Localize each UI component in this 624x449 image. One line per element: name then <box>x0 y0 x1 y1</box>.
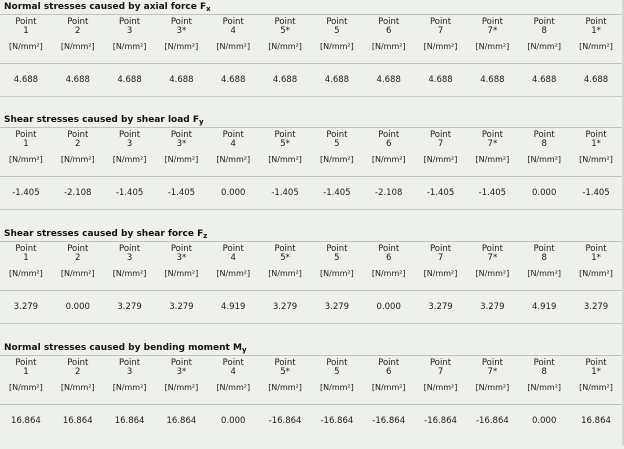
value-cell: -16.864 <box>475 416 509 426</box>
header-cell-point-1: Point 1 [N/mm²] <box>9 358 43 392</box>
value-cell: 0.000 <box>221 188 246 198</box>
header-cell-point-4: Point 4 [N/mm²] <box>216 17 251 51</box>
value-cell: -1.405 <box>478 188 507 198</box>
header-cell-point-8: Point 8 [N/mm²] <box>527 17 562 51</box>
value-cell: 0.000 <box>532 416 557 426</box>
value-cell: 0.000 <box>221 416 246 426</box>
value-cell: 3.279 <box>13 302 39 312</box>
header-cell-point-3star: Point 3* [N/mm²] <box>164 358 199 392</box>
header-cell-point-4: Point 4 [N/mm²] <box>216 130 251 164</box>
header-row <box>0 358 622 402</box>
header-row-box <box>0 14 622 64</box>
header-row <box>0 17 622 61</box>
header-cell-point-3star: Point 3* [N/mm²] <box>164 244 199 278</box>
value-cell: -16.864 <box>320 416 354 426</box>
value-cell: -16.864 <box>424 416 457 426</box>
header-cell-point-2: Point 2 [N/mm²] <box>60 244 95 278</box>
header-cell-point-5star: Point 5* [N/mm²] <box>268 244 302 278</box>
value-cell: 16.864 <box>62 416 93 426</box>
header-cell-point-3star: Point 3* [N/mm²] <box>164 17 199 51</box>
value-cell: 16.864 <box>11 416 41 426</box>
header-cell-point-7star: Point 7* [N/mm²] <box>475 358 510 392</box>
value-cell: 4.688 <box>428 75 453 85</box>
value-cell: -1.405 <box>582 188 610 198</box>
header-cell-point-3star: Point 3* [N/mm²] <box>164 130 199 164</box>
header-cell-point-5: Point 5 [N/mm²] <box>320 130 354 164</box>
value-cell: -1.405 <box>12 188 40 198</box>
header-cell-point-8: Point 8 [N/mm²] <box>527 358 562 392</box>
header-row-box <box>0 127 622 177</box>
value-cell: 3.279 <box>272 302 298 312</box>
header-cell-point-7star: Point 7* [N/mm²] <box>475 244 510 278</box>
header-cell-point-5star: Point 5* [N/mm²] <box>268 130 302 164</box>
value-cell: -1.405 <box>323 188 351 198</box>
value-cell: 3.279 <box>583 302 609 312</box>
header-cell-point-2: Point 2 [N/mm²] <box>60 17 95 51</box>
header-row-box <box>0 241 622 291</box>
header-cell-point-6: Point 6 [N/mm²] <box>371 244 406 278</box>
value-row <box>0 299 622 315</box>
section-title: Normal stresses caused by axial force $F_x$ <box>4 2 211 13</box>
value-cell: -1.405 <box>167 188 196 198</box>
header-cell-point-3: Point 3 [N/mm²] <box>112 244 147 278</box>
divider <box>0 209 622 210</box>
header-cell-point-8: Point 8 [N/mm²] <box>527 244 562 278</box>
section-axial-normal <box>0 0 624 108</box>
value-cell: 16.864 <box>581 416 611 426</box>
header-row <box>0 130 622 174</box>
header-cell-point-6: Point 6 [N/mm²] <box>371 17 406 51</box>
value-row <box>0 185 622 201</box>
header-cell-point-4: Point 4 [N/mm²] <box>216 358 251 392</box>
value-cell: -1.405 <box>426 188 455 198</box>
header-cell-point-1: Point 1 [N/mm²] <box>9 130 43 164</box>
value-cell: 3.279 <box>324 302 350 312</box>
section-shear-fy <box>0 113 624 221</box>
header-cell-point-6: Point 6 [N/mm²] <box>371 130 406 164</box>
value-row <box>0 72 622 88</box>
header-cell-point-3: Point 3 [N/mm²] <box>112 130 147 164</box>
divider <box>0 323 622 324</box>
header-cell-point-5: Point 5 [N/mm²] <box>320 244 354 278</box>
section-bending-my <box>0 341 624 449</box>
value-cell: -2.108 <box>375 188 403 198</box>
header-cell-point-7: Point 7 [N/mm²] <box>423 17 458 51</box>
section-shear-fz <box>0 227 624 335</box>
value-cell: 16.864 <box>166 416 197 426</box>
section-title: Shear stresses caused by shear force $F_z$ <box>4 229 208 240</box>
header-cell-point-7star: Point 7* [N/mm²] <box>475 17 510 51</box>
value-cell: 4.919 <box>532 302 557 312</box>
value-cell: -16.864 <box>372 416 406 426</box>
header-cell-point-1star: Point 1* [N/mm²] <box>579 244 613 278</box>
header-cell-point-1: Point 1 [N/mm²] <box>9 17 43 51</box>
header-cell-point-3: Point 3 [N/mm²] <box>112 17 147 51</box>
header-cell-point-1star: Point 1* [N/mm²] <box>579 358 613 392</box>
value-cell: 4.688 <box>272 75 298 85</box>
value-cell: 3.279 <box>428 302 453 312</box>
value-cell: 0.000 <box>532 188 557 198</box>
value-cell: 4.688 <box>13 75 39 85</box>
header-cell-point-7: Point 7 [N/mm²] <box>423 244 458 278</box>
header-cell-point-7: Point 7 [N/mm²] <box>423 130 458 164</box>
header-cell-point-1star: Point 1* [N/mm²] <box>579 17 613 51</box>
value-cell: 4.688 <box>532 75 557 85</box>
header-cell-point-5star: Point 5* [N/mm²] <box>268 358 302 392</box>
value-cell: 4.688 <box>65 75 90 85</box>
header-cell-point-4: Point 4 [N/mm²] <box>216 244 251 278</box>
value-cell: 4.688 <box>583 75 609 85</box>
header-cell-point-5star: Point 5* [N/mm²] <box>268 17 302 51</box>
divider <box>0 96 622 97</box>
header-cell-point-3: Point 3 [N/mm²] <box>112 358 147 392</box>
header-cell-point-1star: Point 1* [N/mm²] <box>579 130 613 164</box>
value-cell: 3.279 <box>117 302 142 312</box>
value-cell: 4.919 <box>221 302 246 312</box>
value-cell: 4.688 <box>376 75 401 85</box>
value-cell: -1.405 <box>115 188 144 198</box>
section-title: Shear stresses caused by shear load $F_y$ <box>4 115 204 126</box>
header-cell-point-7: Point 7 [N/mm²] <box>423 358 458 392</box>
header-row-box <box>0 355 622 405</box>
value-row <box>0 413 622 429</box>
value-cell: 0.000 <box>376 302 401 312</box>
header-cell-point-2: Point 2 [N/mm²] <box>60 130 95 164</box>
header-row <box>0 244 622 288</box>
section-title: Normal stresses caused by bending moment $M_y$ <box>4 343 247 354</box>
value-cell: 4.688 <box>221 75 246 85</box>
header-cell-point-6: Point 6 [N/mm²] <box>371 358 406 392</box>
value-cell: -1.405 <box>271 188 299 198</box>
header-cell-point-1: Point 1 [N/mm²] <box>9 244 43 278</box>
value-cell: 4.688 <box>169 75 194 85</box>
value-cell: 4.688 <box>480 75 505 85</box>
value-cell: 16.864 <box>114 416 145 426</box>
value-cell: 0.000 <box>65 302 90 312</box>
value-cell: 3.279 <box>480 302 505 312</box>
header-cell-point-5: Point 5 [N/mm²] <box>320 17 354 51</box>
value-cell: 4.688 <box>117 75 142 85</box>
value-cell: -16.864 <box>268 416 302 426</box>
header-cell-point-2: Point 2 [N/mm²] <box>60 358 95 392</box>
value-cell: 3.279 <box>169 302 194 312</box>
header-cell-point-5: Point 5 [N/mm²] <box>320 358 354 392</box>
value-cell: 4.688 <box>324 75 350 85</box>
header-cell-point-7star: Point 7* [N/mm²] <box>475 130 510 164</box>
value-cell: -2.108 <box>64 188 92 198</box>
header-cell-point-8: Point 8 [N/mm²] <box>527 130 562 164</box>
